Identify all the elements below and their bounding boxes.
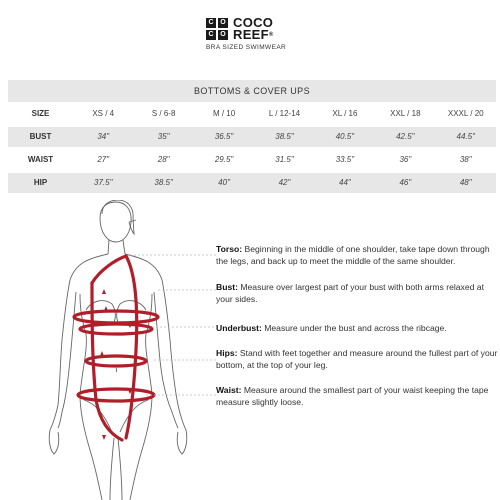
table-cell: XXXL / 20 [447,109,484,118]
table-cell: 34" [97,132,110,141]
table-cell: L / 12-14 [268,109,301,118]
instruction-text: Measure under the bust and across the ribcage. [261,323,447,333]
hips-tape-loop [78,389,154,401]
hair-outline [102,200,134,234]
table-cell: 33.5" [335,155,355,164]
table-row [8,150,496,170]
logo-tagline: BRA SIZED SWIMWEAR [206,44,287,51]
underbust-tape-loop [80,324,152,334]
bust-tape-loop [74,311,158,323]
row-label: HIP [33,178,48,187]
instruction-hips [216,347,500,371]
instruction-text: Beginning in the middle of one shoulder, take tape down through the legs, and back up to meet the middle of the same shoulder. [216,244,490,266]
table-cell: XL / 16 [332,109,358,118]
table-cell: 44" [339,178,351,187]
hair-tie [129,220,136,222]
table-cell: 36" [399,155,412,164]
logo-word-reef-text: REEF [233,27,269,42]
right-hand [177,430,187,454]
table-cell: M / 10 [212,109,236,118]
table-cell: XS / 4 [92,109,115,118]
left-hand [49,430,59,454]
head-outline [100,202,131,242]
instruction-text: Measure around the smallest part of your waist keeping the tape measure slightly loose. [216,385,489,407]
table-cell: 40.5" [335,132,355,141]
logo-mark-letter: C [206,18,216,28]
instruction-bust [216,281,500,305]
table-cell: 28" [157,155,170,164]
table-row [8,173,496,193]
torso-tape-line-left [92,283,122,440]
table-row [8,104,496,124]
row-label: SIZE [31,109,50,118]
torso-tape-line [92,256,126,283]
torso-arrow-marker [102,289,106,294]
registered-mark: ® [268,32,274,38]
table-cell: 38.5" [275,132,294,141]
instruction-term: Bust: [216,282,238,292]
bikini-line-right [120,400,148,432]
instruction-torso [216,243,500,267]
table-cell: 29.5" [214,155,234,164]
table-cell: 36.5" [214,132,234,141]
size-chart-table [8,80,496,196]
table-title: BOTTOMS & COVER UPS [8,80,496,102]
logo-mark-icon [206,18,229,41]
inner-thigh-left [110,438,114,500]
instruction-text: Measure over largest part of your bust with both arms relaxed at your sides. [216,282,484,304]
left-arm-outline [50,254,108,430]
table-cell: 46" [399,178,412,187]
table-cell: 48" [459,178,472,187]
logo-mark-letter: O [218,30,228,40]
navel [116,368,117,372]
table-cell: 27" [97,155,110,164]
table-cell: 38" [459,155,472,164]
instruction-waist [216,384,500,408]
torso-lower-arrow-marker [102,435,106,440]
instruction-underbust [216,322,500,334]
table-cell: 38.5" [154,178,173,187]
torso-tape-line-down [126,256,137,438]
instruction-term: Hips: [216,348,238,358]
waist-arrow-marker [100,351,104,356]
instruction-text: Stand with feet together and measure around the fullest part of your bottom, at the top of your leg. [216,348,498,370]
logo-word-coco: COCO [233,15,274,30]
body-outline-illustration [30,200,220,500]
instruction-term: Underbust: [216,323,262,333]
table-cell: 31.5" [275,155,294,164]
waist-tape-loop [86,356,146,366]
table-cell: 42" [278,178,291,187]
table-cell: 44.5" [456,132,475,141]
instruction-term: Torso: [216,244,243,254]
table-cell: 40" [218,178,230,187]
bust-arrow-marker [104,306,108,311]
inner-thigh-right [118,438,122,500]
brand-logo [206,17,306,55]
table-cell: 35" [157,132,170,141]
logo-word-reef [233,29,274,41]
table-cell: S / 6-8 [151,109,176,118]
logo-mark-letter: O [218,18,228,28]
table-row [8,127,496,147]
row-label: WAIST [27,155,54,164]
body-measurement-figure [30,200,220,500]
logo-mark-letter: C [206,30,216,40]
table-cell: 42.5" [396,132,415,141]
instruction-term: Waist: [216,385,242,395]
row-label: BUST [29,132,52,141]
table-cell: XXL / 18 [390,109,421,118]
table-cell: 37.5" [94,178,113,187]
